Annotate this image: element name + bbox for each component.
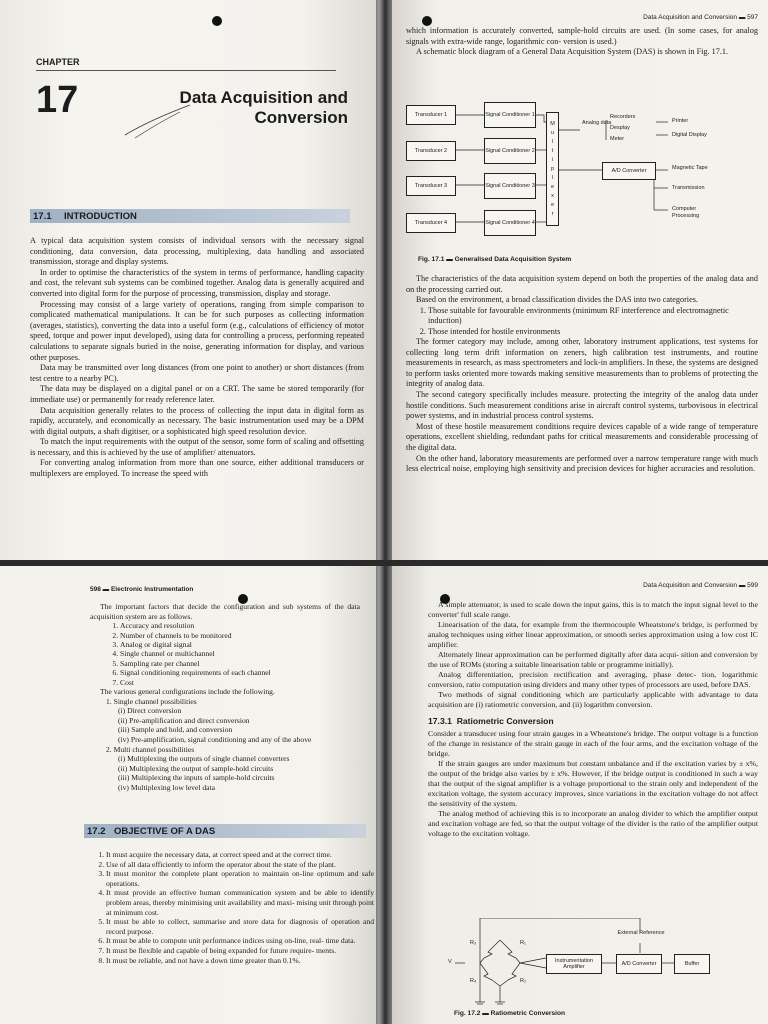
adc-block: A/D Converter (602, 162, 656, 180)
sub-list-item: (iii) Multiplexing the inputs of sample-hold circuits (118, 773, 275, 783)
paragraph: Alternately linear approximation can be performed digitally after data acqui- sition and conversion by the use of ROMs (storing a suitable linearisation table or programme initially). (428, 650, 758, 669)
mux-letter: M (550, 120, 555, 127)
list-item: 1. Those suitable for favourable environments (minimum RF interference and electromagnetic induction) (428, 306, 758, 327)
page-599 (392, 566, 768, 1024)
sub-list (106, 706, 360, 744)
paragraph: The second category specifically includes measure. protecting the integrity of the analog data under hostile conditions. Such measurement conditions arise in aircraft control systems, turbovisous in electrical power systems, and in industrial process control systems. (406, 389, 758, 421)
section-number: 17.2 (87, 826, 106, 837)
transducer-2-block: Transducer 2 (406, 141, 456, 161)
paragraph: The analog method of achieving this is to incorporate an analog divider to which the amplifier output and excitation voltage are fed, so that the output voltage of the divider is the ratio of the amplifier output voltage to the excitation voltage. (428, 809, 758, 838)
intro-paragraph: In order to optimise the characteristics of the system in terms of performance, handling capacity and cost, the relevant sub systems can be combined together. Analog data is generally acquired and converted into digital form for the purpose of processing, transmission, display and storage. (30, 267, 364, 298)
section-bar (30, 209, 350, 223)
conditioner-3-block: Signal Conditioner 3 (484, 173, 536, 199)
paragraph: Two methods of signal conditioning which are particularly applicable with advantage to data acquisition are (i) ratiometric conversion, and (ii) logarithm conversion. (428, 690, 758, 709)
top-text (406, 26, 758, 58)
running-header: Data Acquisition and Conversion ▬ 599 (643, 582, 758, 589)
page-597-left (0, 0, 376, 560)
list-title: 2. Multi channel possibilities (106, 744, 195, 754)
list-title: 1. Single channel possibilities (106, 696, 197, 706)
r4-label: R₄ (470, 978, 477, 984)
intro-paragraph: Processing may consist of a large variety of operations, ranging from simple comparison to complicated mathematical manipulations. It can be for such purposes as collecting information (averages, statistics), converting the data into a useful form (e.g., calculations of efficiency of motor speed, torque and power input developed), using data for controlling a process, performing repeated calculations to separate signals buried in the noise, generating information for display, and various other purposes. (30, 299, 364, 362)
paragraph: The characteristics of the data acquisition system depend on both the properties of the analog data and on the processing carried out. (406, 274, 758, 294)
objective-item: 3. It must monitor the complete plant operation to maintain on-line optimum and safe operations. (106, 869, 374, 888)
display-label: Desplay (610, 125, 630, 131)
sub-list (106, 754, 360, 792)
transducer-4-block: Transducer 4 (406, 213, 456, 233)
body-text (406, 274, 758, 475)
objective-item: 7. It must be flexible and capable of being expanded for future require- ments. (106, 946, 374, 956)
list-item: 4. Single channel or multichannel (120, 649, 360, 658)
paragraph: A schematic block diagram of a General Data Acquisition System (DAS) is shown in Fig. 17.1. (416, 47, 728, 57)
conditioner-4-block: Signal Conditioner 4 (484, 210, 536, 236)
paragraph: A simple attenuator, is used to scale down the input gains, this is to match the input signal level to the converter' full scale range. (428, 600, 758, 619)
mux-letter: e (550, 201, 555, 208)
running-header: 598 ▬ Electronic Instrumentation (90, 586, 194, 593)
printer-label: Printer (672, 118, 689, 124)
figure-17-1 (406, 100, 758, 250)
intro-paragraph: The data may be displayed on a digital panel or on a CRT. The same be stored temporarily (for immediate use) or permanently for ready reference later. (30, 384, 364, 404)
chapter-rule (36, 70, 336, 71)
intro-paragraph: Data acquisition generally relates to the process of collecting the input data in digital form as rapidly, accurately, and economically as necessary. The basic instrumentation used may be a DPM with digital outputs, a shaft digitiser, or a sophisticated high speed resolution device. (30, 405, 364, 436)
computer-label: Computer Processing (672, 206, 700, 219)
intro-paragraph: A typical data acquisition system consists of individual sensors with the necessary signal conditioning, data conversion, data processing, multiplexing, data handling and associated transmission, storage and display systems. (30, 236, 364, 267)
conditioner-2-block: Signal Conditioner 2 (484, 138, 536, 164)
multiplexer-block (546, 112, 559, 226)
chapter-number: 17 (36, 79, 79, 121)
objectives-list (92, 850, 374, 965)
sub-list-item: (iv) Pre-amplification, signal conditioning and any of the above (118, 735, 312, 744)
r1-label: R₁ (520, 940, 526, 946)
intro-text (30, 236, 364, 480)
transducer-3-block: Transducer 3 (406, 176, 456, 196)
chapter-label: CHAPTER (36, 57, 80, 67)
page-number: 597 (747, 14, 758, 21)
sub-list-item: (ii) Multiplexing the output of sample-hold circuits (118, 763, 274, 773)
paragraph: Linearisation of the data, for example from the thermocouple Wheatstone's bridge, is performed by analog techniques using either linear approximation, or smooth series approximation using a low cost IC amplifier. (428, 620, 758, 649)
paragraph: Based on the environment, a broad classification divides the DAS into two categories. (416, 295, 698, 305)
section-bar (84, 824, 366, 838)
section-number: 17.1 (33, 211, 52, 222)
category-list (406, 306, 758, 337)
digital-display-label: Digital Display (672, 132, 707, 138)
paragraph: Consider a transducer using four strain gauges in a Wheatstone's bridge. The output voltage is a function of the change in resistance of the strain gauge in each of the four arms, and the excitation voltage of the bridge. (428, 729, 758, 758)
paragraph: which information is accurately converted, sample-hold circuits are used. (In some cases, for analog signals with extra-wide range, logarithmic con- version is used.) (406, 26, 758, 46)
objective-item: 1. It must acquire the necessary data, at correct speed and at the correct time. (106, 850, 374, 860)
intro-paragraph: To match the input requirements with the output of the sensor, some form of scaling and offsetting is necessary, and this is achieved by the use of amplifier/ attenuators. (30, 437, 364, 457)
paragraph: Analog differentiation, precision rectification and averaging, phase detec- tion, logarithmic conversion, ratio computation using dividers and many other types of processors are used, before DAS. (428, 670, 758, 689)
list-item: 2. Number of channels to be monitored (120, 631, 360, 640)
voltage-label: V (448, 959, 452, 965)
body-text (428, 600, 758, 839)
paragraph: The various general configurations include the following. (100, 687, 275, 697)
r3-label: R₃ (470, 940, 477, 946)
mux-letter: i (551, 156, 554, 163)
subsection-heading (428, 716, 758, 726)
external-reference-label: External Reference (617, 930, 665, 936)
section-title: INTRODUCTION (64, 211, 137, 222)
subsection-title: Ratiometric Conversion (456, 716, 554, 726)
analog-data-label: Analog data (582, 120, 612, 126)
single-channel-list (90, 697, 360, 793)
mux-letter: t (551, 147, 554, 154)
factors-list (90, 621, 360, 687)
paragraph: Most of these hostile measurement conditions require devices capable of a wide range of temperature operations, excellent shielding, redundant paths for critical measurements and considerable processing of the digital data. (406, 421, 758, 452)
objective-item: 6. It must be able to compute unit performance indices using on-line, real- time data. (106, 936, 374, 946)
binder-hole-icon (212, 16, 222, 26)
intro-paragraph: Data may be transmitted over long distances (from one point to another) or short distances (from test centre to a nearby PC). (30, 363, 364, 383)
factors-text (90, 602, 360, 793)
meter-label: Meter (610, 136, 625, 142)
page-597-right (392, 0, 768, 560)
list-item: 6. Signal conditioning requirements of each channel (120, 668, 360, 677)
sub-list-item: (i) Direct conversion (118, 706, 182, 716)
recorders-label: Recorders (610, 114, 636, 120)
objective-item: 2. Use of all data efficiently to inform the operator about the state of the plant. (106, 860, 374, 870)
buffer-block: Buffer (674, 954, 710, 974)
objective-item: 5. It must be able to collect, summarise and store data for diagnosis of operation and record purpose. (106, 917, 374, 936)
sub-list-item: (iii) Sample and hold, and conversion (118, 725, 233, 735)
paragraph: On the other hand, laboratory measurements are performed over a narrow temperature range with much less electrical noise, employing high sensitivity and precision devices for higher accuracies and resolution. (406, 453, 758, 474)
magnetic-tape-label: Magnetic Tape (672, 165, 708, 171)
figure-17-2 (440, 918, 756, 1008)
r2-label: R₂ (520, 978, 527, 984)
section-title: OBJECTIVE OF A DAS (114, 826, 216, 837)
chapter-title-line1: Data Acquisition and (179, 88, 348, 107)
sub-list-item: (iv) Multiplexing low level data (118, 782, 216, 792)
list-item: 3. Analog or digital signal (120, 640, 360, 649)
adc-block: A/D Converter (616, 954, 662, 974)
mux-letter: p (550, 165, 555, 172)
objective-item: 8. It must be reliable, and not have a down time greater than 0.1%. (106, 956, 374, 966)
list-item: 1. Accuracy and resolution (120, 621, 360, 630)
objective-item: 4. It must provide an effective human communication system and be able to identify problem areas, thereby minimising unit availability and maxi- mising unit through point at minimum cost. (106, 888, 374, 917)
mux-letter: x (551, 192, 554, 199)
mux-letter: e (550, 183, 555, 190)
chapter-title-line2: Conversion (254, 108, 348, 127)
sub-list-item: (i) Multiplexing the outputs of single channel converters (118, 754, 290, 764)
mux-letter: l (551, 138, 554, 145)
transducer-1-block: Transducer 1 (406, 105, 456, 125)
paragraph: If the strain gauges are under maximum but constant unbalance and if the excitation varies by ± x%, the output of the bridge also varies by ± x%. However, if the bridge output is conditioned in such a way that the output of the signal amplifier is a voltage proportional to the strain only and independent of the excitation voltage, the system accuracy improves, since variations in the excitation voltage do not affect the sensitivity of the system. (428, 759, 758, 808)
transmission-label: Transmission (672, 185, 705, 191)
mux-letter: u (550, 129, 555, 136)
paragraph: The former category may include, among other, laboratory instrument applications, test systems for collecting long term drift information on zeners, high calibration test instruments, and routine measurements in research, as mass spectrometers and lock-in amplifiers. In these, the systems are designed to perform tasks oriented more towards making sensitive measurements than to problems of protecting the integrity of analog data. (406, 337, 758, 389)
figure-caption: Fig. 17.2 ▬ Ratiometric Conversion (454, 1010, 566, 1017)
pen-mark-icon (120, 100, 200, 140)
list-item: 2. Those intended for hostile environments (428, 327, 758, 337)
figure-caption: Fig. 17.1 ▬ Generalised Data Acquisition System (418, 256, 572, 263)
mux-letter: l (551, 174, 554, 181)
list-item: 5. Sampling rate per channel (120, 659, 360, 668)
running-header: Data Acquisition and Conversion ▬ 597 (643, 14, 758, 21)
intro-paragraph: For converting analog information from more than one source, either additional transducers or multiplexers are employed. To increase the speed with (30, 458, 364, 479)
instrumentation-amplifier-block: Instrumentation Amplifier (546, 954, 602, 974)
list-item: 7. Cost (120, 678, 360, 687)
sub-list-item: (ii) Pre-amplification and direct conversion (118, 715, 250, 725)
mux-letter: r (551, 210, 554, 217)
paragraph: The important factors that decide the configuration and sub systems of the data acquisition system are as follows. (90, 602, 360, 621)
subsection-number: 17.3.1 (428, 716, 452, 726)
header-title: Data Acquisition and Conversion (643, 14, 738, 21)
conditioner-1-block: Signal Conditioner 1 (484, 102, 536, 128)
page-598 (0, 566, 376, 1024)
binder-hole-icon (422, 16, 432, 26)
